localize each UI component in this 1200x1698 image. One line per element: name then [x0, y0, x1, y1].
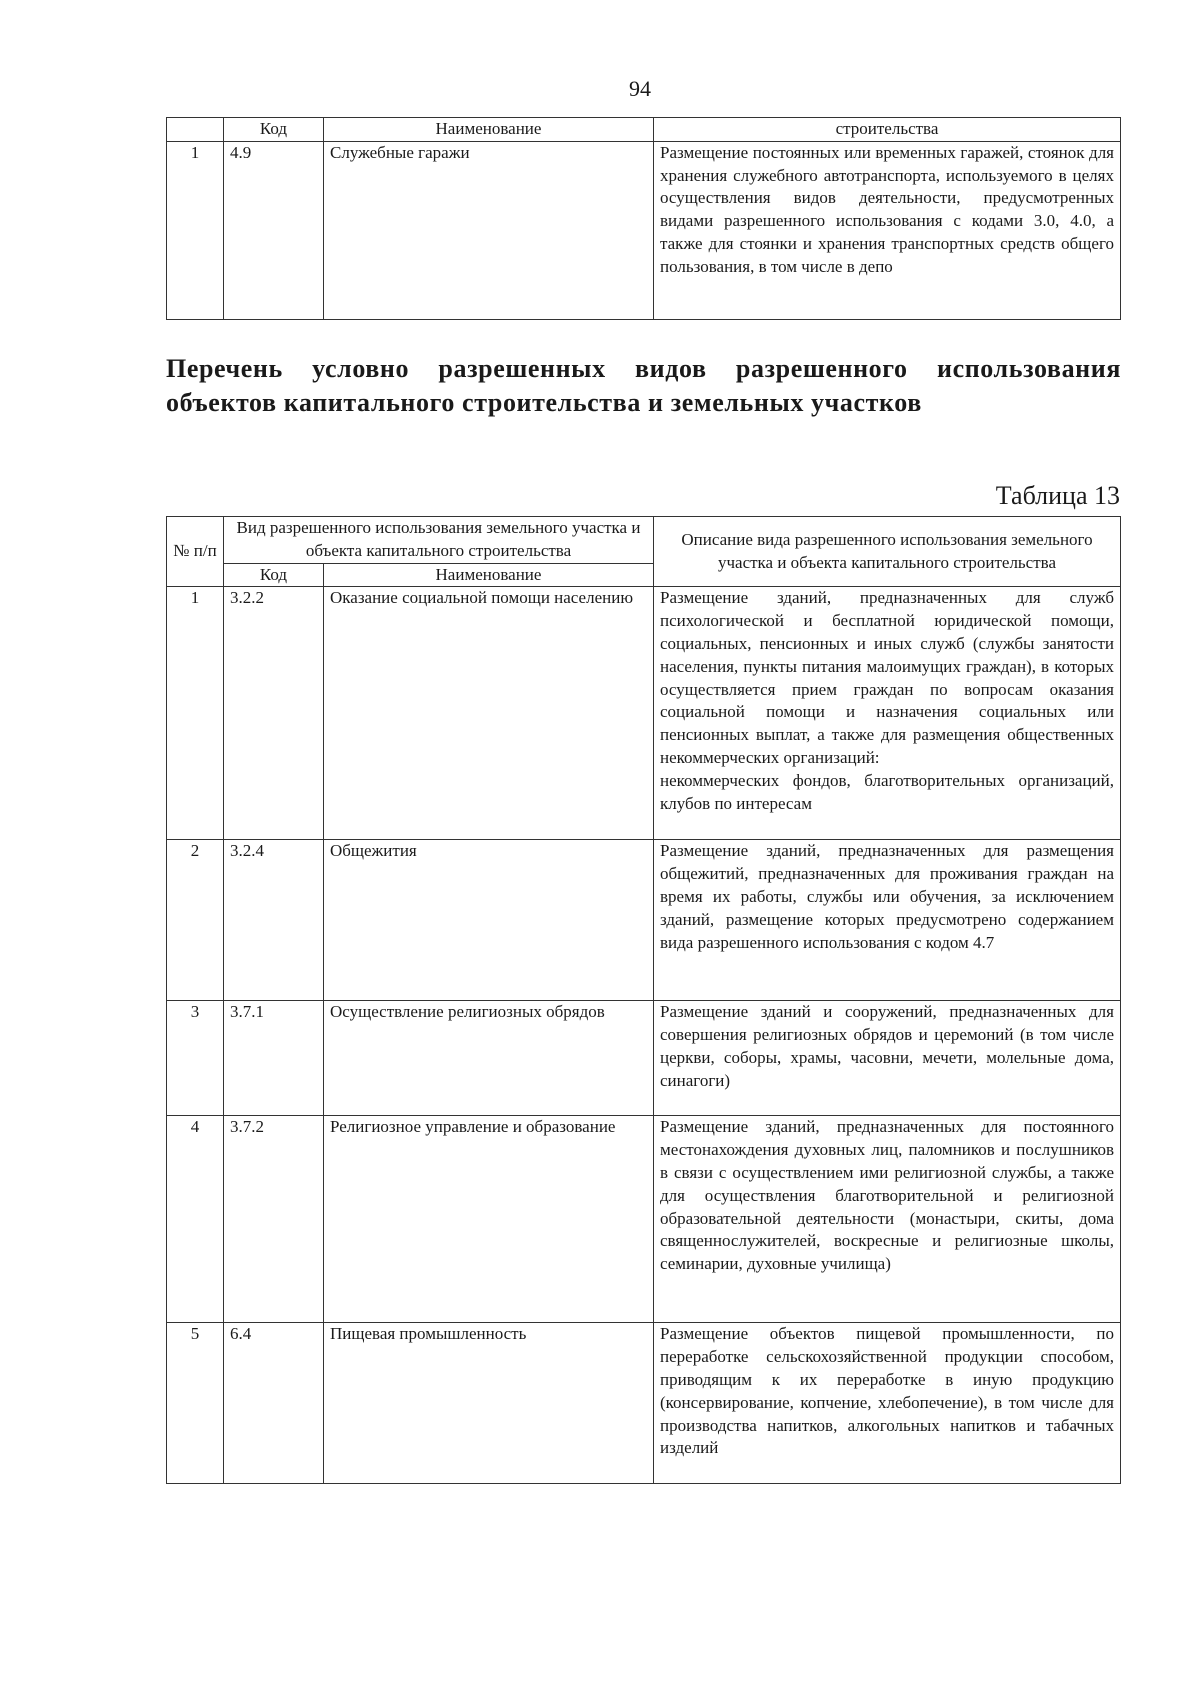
table-row [167, 1116, 1121, 1323]
table-row [167, 141, 1121, 319]
table-row [167, 1323, 1121, 1484]
header-desc: Описание вида разрешенного использования земельного участка и объекта капитального строительства [654, 517, 1121, 587]
header-name: Наименование [324, 563, 654, 587]
table-label: Таблица 13 [995, 481, 1120, 510]
row-code: 3.2.4 [224, 840, 324, 1001]
row-num: 5 [167, 1323, 224, 1484]
main-table-header-row-1 [167, 517, 1121, 564]
section-heading: Перечень условно разрешенных видов разрешенного использования объектов капитального строительства и земельных участков [166, 354, 1121, 417]
row-code: 3.7.1 [224, 1001, 324, 1116]
row-name: Оказание социальной помощи населению [324, 587, 654, 840]
header-code: Код [224, 563, 324, 587]
table-row [167, 587, 1121, 840]
row-num: 4 [167, 1116, 224, 1323]
continued-table-header [167, 118, 1121, 142]
row-desc: Размещение объектов пищевой промышленности, по переработке сельскохозяйственной продукции способом, приводящим к их переработке в иную продукцию (консервирование, копчение, хлебопечение), в том числе для производства напитков, алкогольных напитков и табачных изделий [654, 1323, 1121, 1484]
row-name: Осуществление религиозных обрядов [324, 1001, 654, 1116]
table-row [167, 1001, 1121, 1116]
row-name: Пищевая промышленность [324, 1323, 654, 1484]
row-desc-part-2: некоммерческих фондов, благотворительных организаций, клубов по интересам [660, 770, 1114, 813]
row-num: 3 [167, 1001, 224, 1116]
row-desc: Размещение зданий, предназначенных для размещения общежитий, предназначенных для проживания граждан на время их работы, службы или обучения, за исключением зданий, размещение которых предусмотрено содержанием вида разрешенного использования с кодом 4.7 [654, 840, 1121, 1001]
row-name: Общежития [324, 840, 654, 1001]
row-num: 1 [167, 587, 224, 840]
header-desc: строительства [654, 118, 1121, 142]
row-desc-part-1: Размещение зданий, предназначенных для служб психологической и бесплатной юридической помощи, социальных, пенсионных и иных служб (службы занятости населения, пункты питания малоимущих граждан), в которых осуществляется прием граждан по вопросам оказания социальной помощи и назначения социальных или пенсионных выплат, а также для размещения общественных некоммерческих организаций: [660, 588, 1114, 767]
row-code: 3.2.2 [224, 587, 324, 840]
header-num: № п/п [167, 517, 224, 587]
row-code: 6.4 [224, 1323, 324, 1484]
continued-table [166, 117, 1121, 320]
row-code: 4.9 [224, 141, 324, 319]
header-group: Вид разрешенного использования земельного участка и объекта капитального строительства [224, 517, 654, 564]
table-row [167, 840, 1121, 1001]
row-name: Служебные гаражи [324, 141, 654, 319]
row-desc: Размещение зданий и сооружений, предназначенных для совершения религиозных обрядов и церемоний (в том числе церкви, соборы, храмы, часовни, мечети, молельные дома, синагоги) [654, 1001, 1121, 1116]
header-num-empty [167, 118, 224, 142]
row-desc: Размещение зданий, предназначенных для постоянного местонахождения духовных лиц, паломников и послушников в связи с осуществлением ими религиозной службы, а также для осуществления благотворительной и религиозной образовательной деятельности (монастыри, скиты, дома священнослужителей, воскресные и религиозные школы, семинарии, духовные училища) [654, 1116, 1121, 1323]
row-num: 2 [167, 840, 224, 1001]
row-desc [654, 587, 1121, 840]
row-name: Религиозное управление и образование [324, 1116, 654, 1323]
page-number: 94 [629, 76, 651, 101]
main-table [166, 516, 1121, 1484]
row-code: 3.7.2 [224, 1116, 324, 1323]
header-code: Код [224, 118, 324, 142]
header-name: Наименование [324, 118, 654, 142]
row-desc: Размещение постоянных или временных гаражей, стоянок для хранения служебного автотранспорта, используемого в целях осуществления видов деятельности, предусмотренных видами разрешенного использования с кодами 3.0, 4.0, а также для стоянки и хранения транспортных средств общего пользования, в том числе в депо [654, 141, 1121, 319]
row-num: 1 [167, 141, 224, 319]
